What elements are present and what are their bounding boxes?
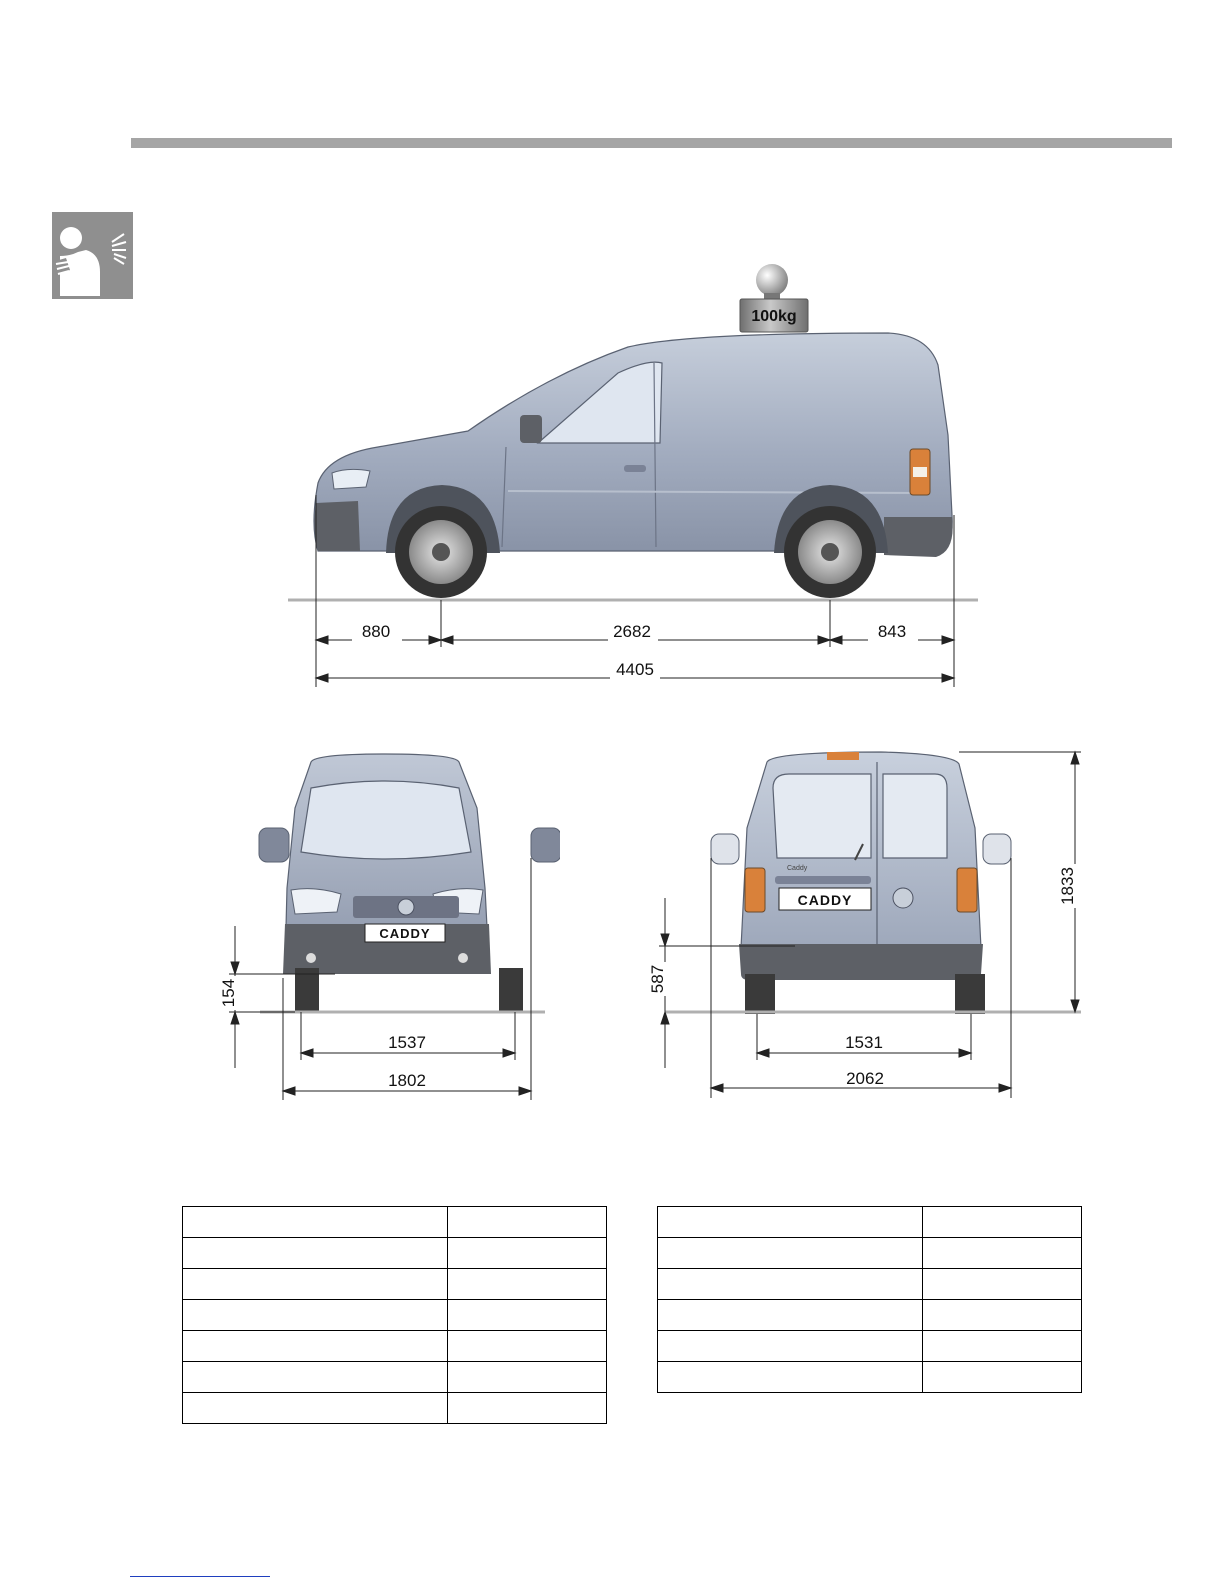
dim-front-track: 1537	[388, 1033, 426, 1052]
table-cell-label	[183, 1362, 448, 1393]
table-row	[658, 1238, 1082, 1269]
rear-view-diagram	[645, 748, 1085, 1103]
table-cell-label	[658, 1300, 923, 1331]
spec-table-right	[657, 1206, 1082, 1393]
table-cell-label	[183, 1238, 448, 1269]
table-cell-label	[658, 1238, 923, 1269]
table-cell-value	[923, 1300, 1082, 1331]
dim-loading-sill: 587	[648, 964, 667, 994]
dim-overall-length: 4405	[616, 660, 654, 679]
dim-wheelbase: 2682	[613, 622, 651, 641]
rear-badge-text: Caddy	[787, 865, 808, 872]
table-row	[183, 1238, 607, 1269]
reading-person-icon	[52, 212, 133, 299]
table-cell-label	[658, 1207, 923, 1238]
table-row	[183, 1300, 607, 1331]
table-row	[183, 1331, 607, 1362]
side-view-diagram	[288, 255, 988, 695]
table-cell-value	[448, 1393, 607, 1424]
table-row	[183, 1207, 607, 1238]
dim-ground-clearance: 154	[219, 978, 238, 1008]
table-row	[183, 1269, 607, 1300]
table-row	[658, 1269, 1082, 1300]
dim-front-overhang: 880	[361, 622, 391, 641]
table-cell-label	[183, 1331, 448, 1362]
dim-front-width: 1802	[388, 1071, 426, 1090]
table-row	[658, 1300, 1082, 1331]
rear-plate-text: CADDY	[797, 892, 853, 908]
table-cell-label	[183, 1269, 448, 1300]
table-cell-value	[448, 1300, 607, 1331]
table-cell-value	[448, 1238, 607, 1269]
table-cell-label	[658, 1331, 923, 1362]
spec-table-left	[182, 1206, 607, 1424]
roof-load-label: 100kg	[751, 308, 797, 325]
table-row	[658, 1362, 1082, 1393]
table-cell-label	[658, 1362, 923, 1393]
table-cell-value	[923, 1331, 1082, 1362]
table-cell-label	[183, 1207, 448, 1238]
table-cell-value	[448, 1362, 607, 1393]
table-cell-value	[923, 1362, 1082, 1393]
table-row	[658, 1331, 1082, 1362]
table-cell-label	[183, 1300, 448, 1331]
rear-wheel	[784, 506, 876, 598]
table-cell-label	[183, 1393, 448, 1424]
table-row	[658, 1207, 1082, 1238]
table-cell-value	[923, 1207, 1082, 1238]
front-plate-text: CADDY	[379, 926, 431, 941]
table-cell-value	[923, 1238, 1082, 1269]
dim-width-mirrors: 2062	[846, 1069, 884, 1088]
van-rear-body	[711, 752, 1011, 1014]
dim-rear-overhang: 843	[877, 622, 907, 641]
table-cell-value	[448, 1207, 607, 1238]
dim-rear-track: 1531	[845, 1033, 883, 1052]
table-row	[183, 1362, 607, 1393]
front-view-diagram	[215, 748, 560, 1103]
table-cell-value	[448, 1269, 607, 1300]
table-row	[183, 1393, 607, 1424]
footer-link-underline[interactable]	[130, 1576, 270, 1577]
van-front-body	[259, 754, 560, 1012]
table-cell-value	[923, 1269, 1082, 1300]
front-wheel	[395, 506, 487, 598]
header-bar	[131, 138, 1172, 148]
table-cell-label	[658, 1269, 923, 1300]
roof-load-weight	[740, 264, 808, 332]
table-cell-value	[448, 1331, 607, 1362]
dim-height: 1833	[1058, 867, 1077, 905]
